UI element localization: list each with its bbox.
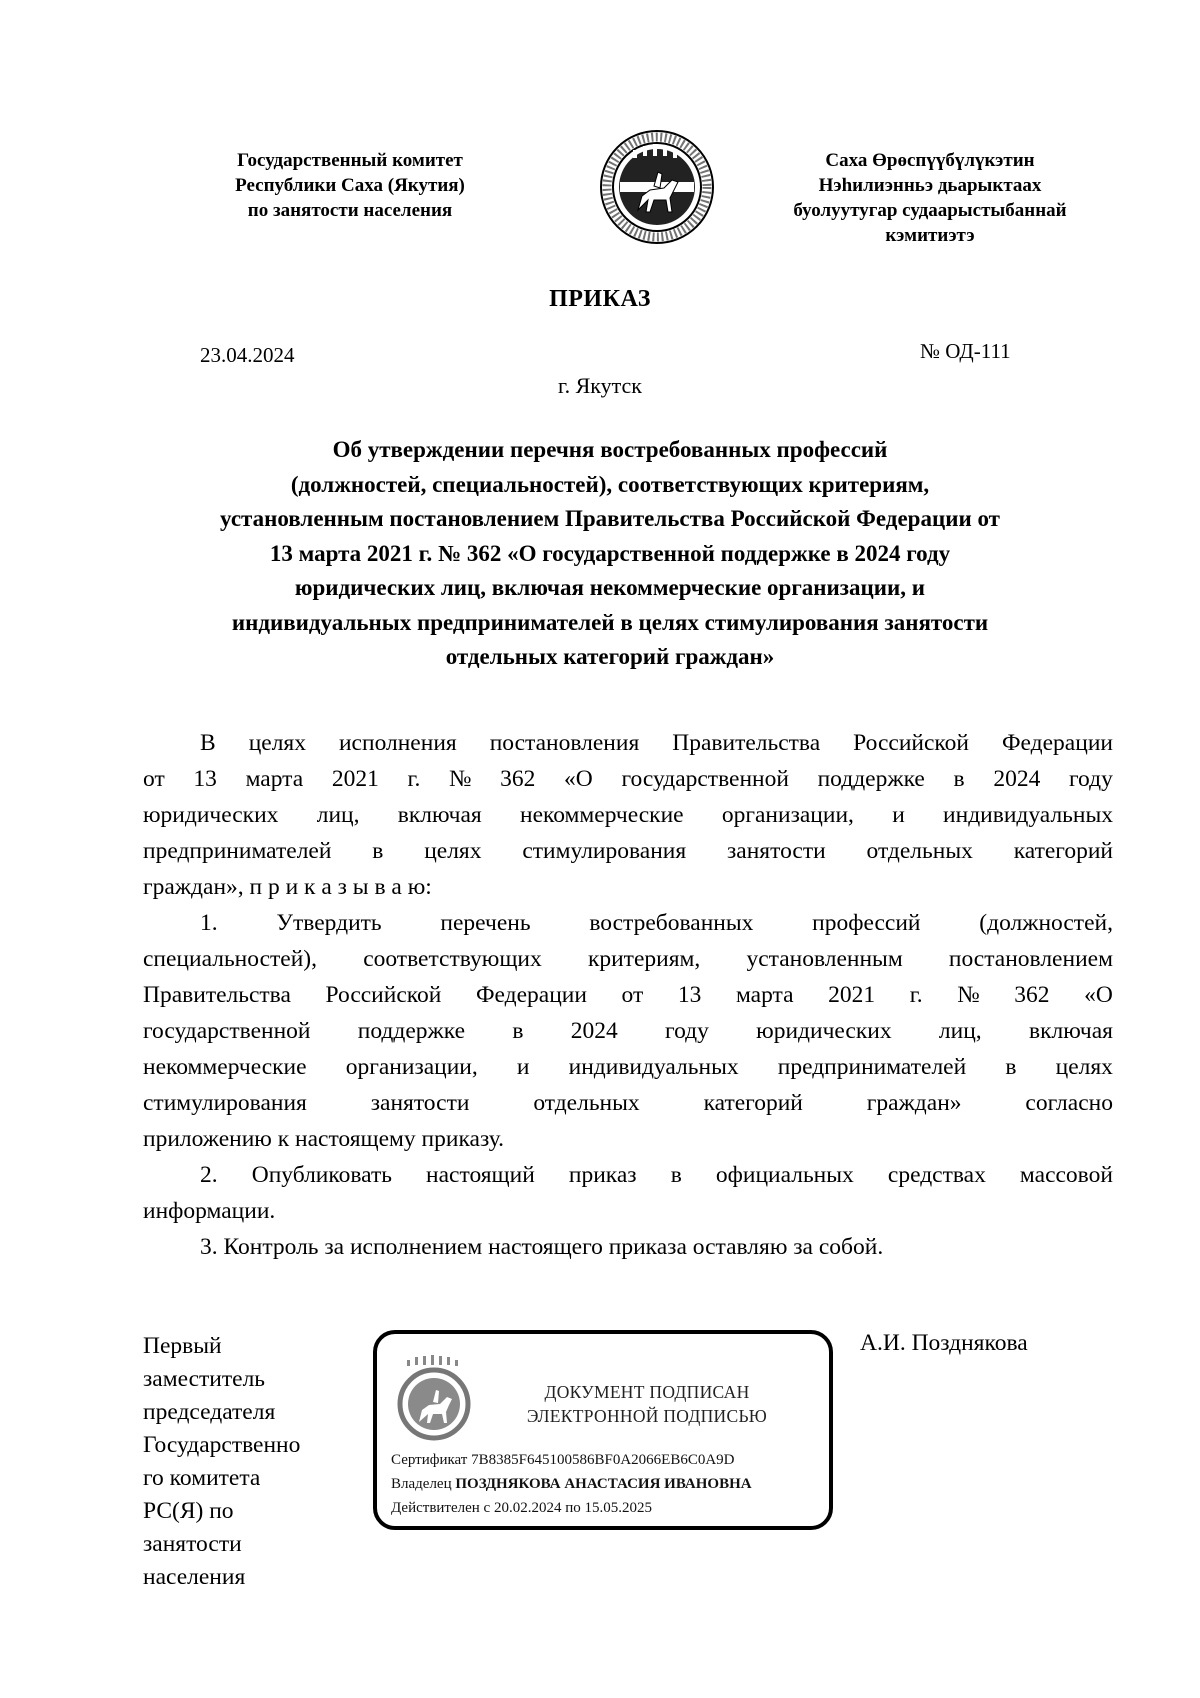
word: целях — [1055, 1054, 1113, 1080]
word: г. — [909, 982, 923, 1008]
word: году — [1068, 766, 1113, 792]
subject-line: Об утверждении перечня востребованных профессий — [332, 437, 888, 462]
header-left-line: Республики Саха (Якутия) — [235, 175, 465, 196]
word: востребованных — [589, 910, 754, 936]
document-date: 23.04.2024 — [200, 343, 295, 367]
signer-name: А.И. Позднякова — [860, 1330, 1028, 1356]
word: профессий — [812, 910, 921, 936]
word: Федерации — [475, 982, 587, 1008]
word: занятости — [370, 1090, 470, 1116]
stamp-certificate — [391, 1448, 752, 1472]
document-subject — [130, 433, 1090, 675]
word: г. — [407, 766, 421, 792]
document-city: г. Якутск — [558, 373, 642, 398]
header-left-org — [180, 148, 520, 223]
word: в — [1005, 1054, 1017, 1080]
word: в — [953, 766, 965, 792]
word: от — [621, 982, 644, 1008]
word: в — [512, 1018, 524, 1044]
body-line: 3. Контроль за исполнением настоящего приказа оставляю за собой. — [200, 1234, 884, 1260]
body-line — [143, 833, 1113, 869]
subject-line: установленным постановлением Правительства Российской Федерации от — [220, 506, 1000, 531]
stamp-heading-line: ДОКУМЕНТ ПОДПИСАН — [544, 1382, 750, 1402]
word: «О — [1084, 982, 1113, 1008]
signer-position-line: населения — [143, 1564, 246, 1590]
word: стимулирования — [143, 1090, 307, 1116]
word: 362 — [500, 766, 536, 792]
signer-position-line: председателя — [143, 1399, 276, 1425]
word: критериям, — [587, 946, 701, 972]
body-line: граждан», п р и к а з ы в а ю: — [143, 874, 432, 900]
word: юридических — [143, 802, 279, 828]
body-line — [143, 725, 1113, 761]
word: постановлением — [948, 946, 1113, 972]
word: 2024 — [570, 1018, 618, 1044]
body-line — [143, 1157, 1113, 1193]
word: 13 — [677, 982, 702, 1008]
word: настоящий — [426, 1162, 535, 1188]
word: от — [143, 766, 165, 792]
word: категорий — [1013, 838, 1113, 864]
body-line — [143, 797, 1113, 833]
word: 2021 — [828, 982, 876, 1008]
word: поддержке — [817, 766, 925, 792]
word: некоммерческие — [143, 1054, 307, 1080]
word: и — [892, 802, 905, 828]
word: «О — [564, 766, 593, 792]
word: согласно — [1025, 1090, 1113, 1116]
body-line — [143, 905, 1113, 941]
body-line — [143, 977, 1113, 1013]
body-line: приложению к настоящему приказу. — [143, 1126, 505, 1152]
document-title: ПРИКАЗ — [549, 286, 651, 312]
word: Федерации — [1001, 730, 1113, 756]
word: предпринимателей — [777, 1054, 967, 1080]
header-right-line: Саха Өрөспүүбүлүкэтин — [825, 150, 1035, 171]
word: В — [200, 730, 216, 756]
stamp-certificate-value: 7B8385F645100586BF0A2066EB6C0A9D — [471, 1452, 735, 1468]
signer-position-line: Государственно — [143, 1432, 301, 1458]
stamp-validity: Действителен с 20.02.2024 по 15.05.2025 — [391, 1500, 652, 1516]
word: № — [449, 766, 472, 792]
word: № — [957, 982, 980, 1008]
word: марта — [735, 982, 794, 1008]
stamp-certificate-label: Сертификат — [391, 1452, 468, 1468]
word: индивидуальных — [568, 1054, 739, 1080]
word: отдельных — [533, 1090, 640, 1116]
word: отдельных — [866, 838, 973, 864]
word: 362 — [1014, 982, 1050, 1008]
word: в — [670, 1162, 682, 1188]
stamp-owner-label: Владелец — [391, 1476, 452, 1492]
word: Правительства — [672, 730, 821, 756]
signer-position-line: РС(Я) по — [143, 1498, 234, 1524]
word: массовой — [1019, 1162, 1113, 1188]
electronic-signature-stamp — [373, 1330, 833, 1530]
header-right-line: Нэһилиэнньэ дьарыктаах — [818, 175, 1042, 196]
word: лиц, — [938, 1018, 982, 1044]
word: включая — [1028, 1018, 1113, 1044]
signer-position-line: занятости — [143, 1531, 242, 1557]
body-line — [143, 1013, 1113, 1049]
stamp-heading — [477, 1380, 817, 1428]
stamp-owner-value: ПОЗДНЯКОВА АНАСТАСИЯ ИВАНОВНА — [455, 1476, 752, 1492]
word: средствах — [887, 1162, 986, 1188]
subject-line: (должностей, специальностей), соответствующих критериям, — [290, 471, 930, 497]
header-left-line: Государственный комитет — [237, 150, 463, 171]
word: установленным — [746, 946, 903, 972]
signer-position-line: Первый — [143, 1333, 222, 1359]
word: занятости — [727, 838, 826, 864]
stamp-owner — [391, 1472, 752, 1496]
word: 2021 — [331, 766, 379, 792]
word: и — [516, 1054, 530, 1080]
header-left-line: по занятости населения — [247, 200, 453, 221]
body-line — [143, 941, 1113, 977]
coat-of-arms-icon — [395, 1354, 473, 1446]
word: исполнения — [338, 730, 457, 756]
word: Российской — [325, 982, 442, 1008]
subject-line: отдельных категорий граждан» — [445, 644, 775, 669]
word: приказ — [568, 1162, 637, 1188]
signer-position — [143, 1330, 343, 1594]
word: Правительства — [143, 982, 291, 1008]
body-line — [143, 1049, 1113, 1085]
header-right-line: кэмитиэтэ — [885, 225, 975, 246]
word: некоммерческие — [520, 802, 684, 828]
document-number: № ОД-111 — [920, 339, 1011, 363]
word: государственной — [621, 766, 789, 792]
word: 2. — [200, 1162, 218, 1188]
word: организации, — [721, 802, 854, 828]
word: лиц, — [316, 802, 360, 828]
signer-position-line: заместитель — [143, 1366, 266, 1392]
word: 1. — [200, 910, 218, 936]
word: (должностей, — [979, 910, 1113, 936]
word: индивидуальных — [943, 802, 1113, 828]
subject-line: юридических лиц, включая некоммерческие организации, и — [294, 575, 926, 600]
word: в — [372, 838, 384, 864]
subject-line: 13 марта 2021 г. № 362 «О государственной поддержке в 2024 году — [269, 540, 951, 566]
word: Опубликовать — [251, 1162, 392, 1188]
word: 13 — [193, 766, 217, 792]
word: включая — [397, 802, 482, 828]
body-line — [143, 1085, 1113, 1121]
word: году — [665, 1018, 709, 1044]
word: юридических — [756, 1018, 892, 1044]
word: целях — [424, 838, 482, 864]
subject-line: индивидуальных предпринимателей в целях стимулирования занятости — [231, 609, 989, 635]
document-body — [143, 725, 1113, 1265]
header-right-org — [740, 148, 1120, 248]
word: категорий — [703, 1090, 803, 1116]
word: перечень — [440, 910, 531, 936]
coat-of-arms-icon — [598, 128, 716, 246]
body-line — [143, 761, 1113, 797]
stamp-info — [391, 1448, 752, 1520]
word: соответствующих — [363, 946, 542, 972]
signer-position-line: го комитета — [143, 1465, 261, 1491]
word: Российской — [853, 730, 969, 756]
word: поддержке — [357, 1018, 466, 1044]
word: Утвердить — [276, 910, 382, 936]
word: постановления — [489, 730, 640, 756]
word: официальных — [715, 1162, 854, 1188]
body-line: информации. — [143, 1198, 276, 1224]
word: организации, — [345, 1054, 478, 1080]
word: предпринимателей — [143, 838, 332, 864]
header-right-line: буолуутугар судаарыстыбаннай — [793, 200, 1067, 221]
word: 2024 — [993, 766, 1041, 792]
word: марта — [245, 766, 304, 792]
word: государственной — [143, 1018, 311, 1044]
word: стимулирования — [522, 838, 687, 864]
word: целях — [248, 730, 306, 756]
stamp-heading-line: ЭЛЕКТРОННОЙ ПОДПИСЬЮ — [526, 1406, 768, 1426]
word: граждан» — [866, 1090, 962, 1116]
word: специальностей), — [143, 946, 317, 972]
